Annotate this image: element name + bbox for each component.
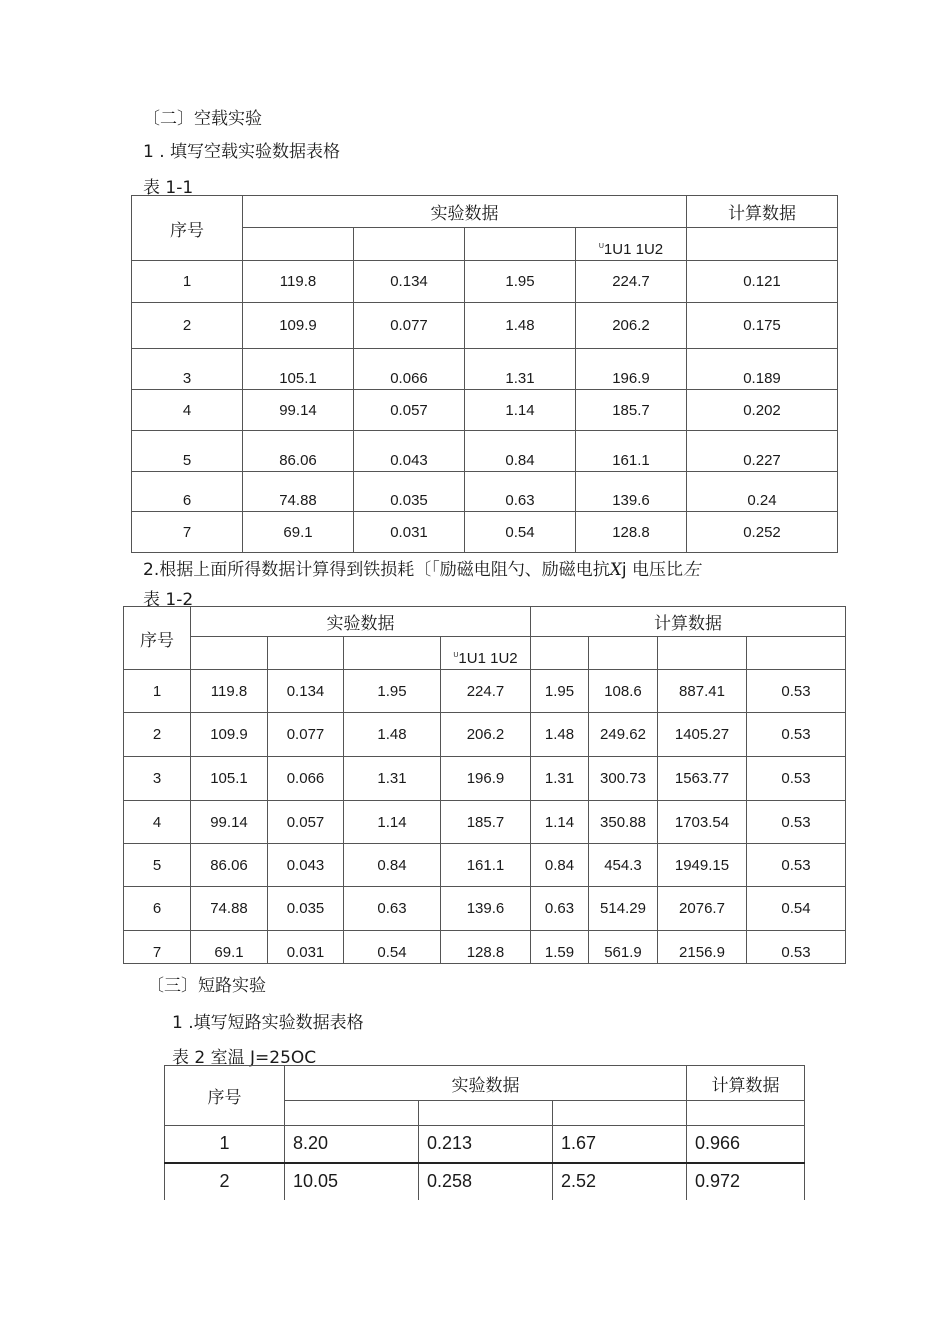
table-row — [124, 887, 846, 931]
sub-header — [419, 1101, 553, 1126]
cell: 1.95 — [465, 261, 576, 303]
cell: 1949.15 — [658, 844, 747, 887]
cell: 561.9 — [589, 931, 658, 964]
cell: 69.1 — [243, 512, 354, 553]
calc-data-header: 计算数据 — [531, 607, 846, 637]
cell: 454.3 — [589, 844, 658, 887]
cell: 69.1 — [191, 931, 268, 964]
cell: 0.258 — [419, 1163, 553, 1200]
cell: 0.84 — [465, 431, 576, 472]
cell: 2 — [132, 303, 243, 349]
cell: 0.057 — [354, 390, 465, 431]
cell: 6 — [132, 472, 243, 512]
cell: 1.14 — [531, 801, 589, 844]
calc-data-header: 计算数据 — [687, 1066, 805, 1101]
cell: 139.6 — [576, 472, 687, 512]
table-caption: 表 1-1 — [143, 178, 194, 198]
item-heading: 2.根据上面所得数据计算得到铁损耗〔「励磁电阻勺、励磁电抗Xj 电压比左 — [143, 560, 700, 580]
section-title: 〔二〕空载实验 — [143, 109, 262, 129]
cell: 1.48 — [465, 303, 576, 349]
cell: 224.7 — [576, 261, 687, 303]
table-caption: 表 1-2 — [143, 590, 194, 610]
section-title: 〔三〕短路实验 — [147, 976, 266, 996]
cell: 1563.77 — [658, 757, 747, 801]
sub-header-voltage: $^U$1U1 1U2 — [441, 637, 531, 670]
cell: 6 — [124, 887, 191, 931]
cell: 4 — [124, 801, 191, 844]
cell: 2.52 — [553, 1163, 687, 1200]
cell: 5 — [124, 844, 191, 887]
cell: 1.31 — [531, 757, 589, 801]
cell: 1.95 — [344, 670, 441, 713]
item-heading: 1 .填写短路实验数据表格 — [172, 1013, 364, 1033]
cell: 0.066 — [354, 349, 465, 390]
cell: 109.9 — [243, 303, 354, 349]
cell: 0.043 — [354, 431, 465, 472]
col-seq-header: 序号 — [165, 1066, 285, 1126]
cell: 0.077 — [268, 713, 344, 757]
table-row — [165, 1163, 805, 1200]
cell: 185.7 — [576, 390, 687, 431]
cell: 139.6 — [441, 887, 531, 931]
table-row — [124, 844, 846, 887]
cell: 1405.27 — [658, 713, 747, 757]
cell: 206.2 — [441, 713, 531, 757]
cell: 206.2 — [576, 303, 687, 349]
sub-header — [553, 1101, 687, 1126]
sub-header — [268, 637, 344, 670]
item-heading: 1 . 填写空载实验数据表格 — [143, 142, 341, 162]
cell: 99.14 — [191, 801, 268, 844]
sub-header — [354, 228, 465, 261]
cell: 2 — [124, 713, 191, 757]
cell: 0.53 — [747, 931, 846, 964]
table-row — [124, 670, 846, 713]
cell: 0.53 — [747, 670, 846, 713]
cell: 0.53 — [747, 713, 846, 757]
cell: 0.972 — [687, 1163, 805, 1200]
sub-header-voltage: $^U$1U1 1U2 — [576, 228, 687, 261]
cell: 108.6 — [589, 670, 658, 713]
sub-header — [285, 1101, 419, 1126]
cell: 74.88 — [243, 472, 354, 512]
cell: 1.14 — [465, 390, 576, 431]
cell: 0.134 — [354, 261, 465, 303]
sub-header — [589, 637, 658, 670]
cell: 8.20 — [285, 1126, 419, 1163]
cell: 0.54 — [465, 512, 576, 553]
short-circuit-table — [164, 1065, 805, 1200]
cell: 0.24 — [687, 472, 838, 512]
exp-data-header: 实验数据 — [243, 196, 687, 228]
col-seq-header: 序号 — [124, 607, 191, 670]
cell: 2076.7 — [658, 887, 747, 931]
cell: 1 — [165, 1126, 285, 1163]
table-row — [124, 801, 846, 844]
cell: 5 — [132, 431, 243, 472]
cell: 0.057 — [268, 801, 344, 844]
cell: 3 — [132, 349, 243, 390]
col-seq-header: 序号 — [132, 196, 243, 261]
cell: 224.7 — [441, 670, 531, 713]
table-row — [132, 472, 838, 512]
cell: 0.189 — [687, 349, 838, 390]
exp-data-header: 实验数据 — [191, 607, 531, 637]
exp-data-header: 实验数据 — [285, 1066, 687, 1101]
cell: 2 — [165, 1163, 285, 1200]
cell: 0.121 — [687, 261, 838, 303]
cell: 0.031 — [268, 931, 344, 964]
cell: 0.227 — [687, 431, 838, 472]
cell: 1.31 — [344, 757, 441, 801]
cell: 196.9 — [576, 349, 687, 390]
cell: 2156.9 — [658, 931, 747, 964]
table-row — [165, 1126, 805, 1163]
cell: 1.95 — [531, 670, 589, 713]
cell: 105.1 — [243, 349, 354, 390]
calc-data-header: 计算数据 — [687, 196, 838, 228]
cell: 1.67 — [553, 1126, 687, 1163]
cell: 350.88 — [589, 801, 658, 844]
sub-header — [344, 637, 441, 670]
cell: 1 — [132, 261, 243, 303]
cell: 128.8 — [576, 512, 687, 553]
no-load-table — [131, 195, 838, 553]
cell: 0.252 — [687, 512, 838, 553]
cell: 0.202 — [687, 390, 838, 431]
calc-table — [123, 606, 846, 964]
cell: 119.8 — [243, 261, 354, 303]
cell: 105.1 — [191, 757, 268, 801]
cell: 887.41 — [658, 670, 747, 713]
cell: 249.62 — [589, 713, 658, 757]
table-row — [132, 390, 838, 431]
cell: 0.175 — [687, 303, 838, 349]
table-row — [124, 713, 846, 757]
table-row — [124, 757, 846, 801]
cell: 196.9 — [441, 757, 531, 801]
cell: 1.48 — [344, 713, 441, 757]
cell: 86.06 — [191, 844, 268, 887]
cell: 0.966 — [687, 1126, 805, 1163]
cell: 0.84 — [344, 844, 441, 887]
cell: 0.043 — [268, 844, 344, 887]
cell: 99.14 — [243, 390, 354, 431]
cell: 0.031 — [354, 512, 465, 553]
cell: 4 — [132, 390, 243, 431]
cell: 0.213 — [419, 1126, 553, 1163]
cell: 514.29 — [589, 887, 658, 931]
cell: 0.134 — [268, 670, 344, 713]
cell: 0.077 — [354, 303, 465, 349]
cell: 0.63 — [465, 472, 576, 512]
cell: 74.88 — [191, 887, 268, 931]
cell: 109.9 — [191, 713, 268, 757]
table-caption: 表 2 室温 J=25OC — [172, 1048, 317, 1068]
table-row — [124, 931, 846, 964]
cell: 161.1 — [576, 431, 687, 472]
table-row — [132, 431, 838, 472]
sub-header — [465, 228, 576, 261]
cell: 3 — [124, 757, 191, 801]
cell: 0.53 — [747, 757, 846, 801]
cell: 7 — [124, 931, 191, 964]
cell: 1.48 — [531, 713, 589, 757]
cell: 0.63 — [344, 887, 441, 931]
cell: 0.84 — [531, 844, 589, 887]
table-row — [132, 261, 838, 303]
sub-header — [687, 1101, 805, 1126]
table-row — [132, 349, 838, 390]
cell: 119.8 — [191, 670, 268, 713]
table-row — [132, 512, 838, 553]
cell: 300.73 — [589, 757, 658, 801]
sub-header — [191, 637, 268, 670]
cell: 0.035 — [354, 472, 465, 512]
cell: 0.066 — [268, 757, 344, 801]
sub-header — [687, 228, 838, 261]
cell: 128.8 — [441, 931, 531, 964]
cell: 86.06 — [243, 431, 354, 472]
cell: 7 — [132, 512, 243, 553]
sub-header — [747, 637, 846, 670]
cell: 1 — [124, 670, 191, 713]
cell: 1.14 — [344, 801, 441, 844]
cell: 0.54 — [344, 931, 441, 964]
cell: 185.7 — [441, 801, 531, 844]
cell: 1.31 — [465, 349, 576, 390]
sub-header — [658, 637, 747, 670]
cell: 0.53 — [747, 844, 846, 887]
sub-header — [243, 228, 354, 261]
sub-header — [531, 637, 589, 670]
cell: 0.035 — [268, 887, 344, 931]
cell: 0.53 — [747, 801, 846, 844]
cell: 1703.54 — [658, 801, 747, 844]
cell: 0.54 — [747, 887, 846, 931]
cell: 0.63 — [531, 887, 589, 931]
cell: 1.59 — [531, 931, 589, 964]
table-row — [132, 303, 838, 349]
cell: 10.05 — [285, 1163, 419, 1200]
cell: 161.1 — [441, 844, 531, 887]
